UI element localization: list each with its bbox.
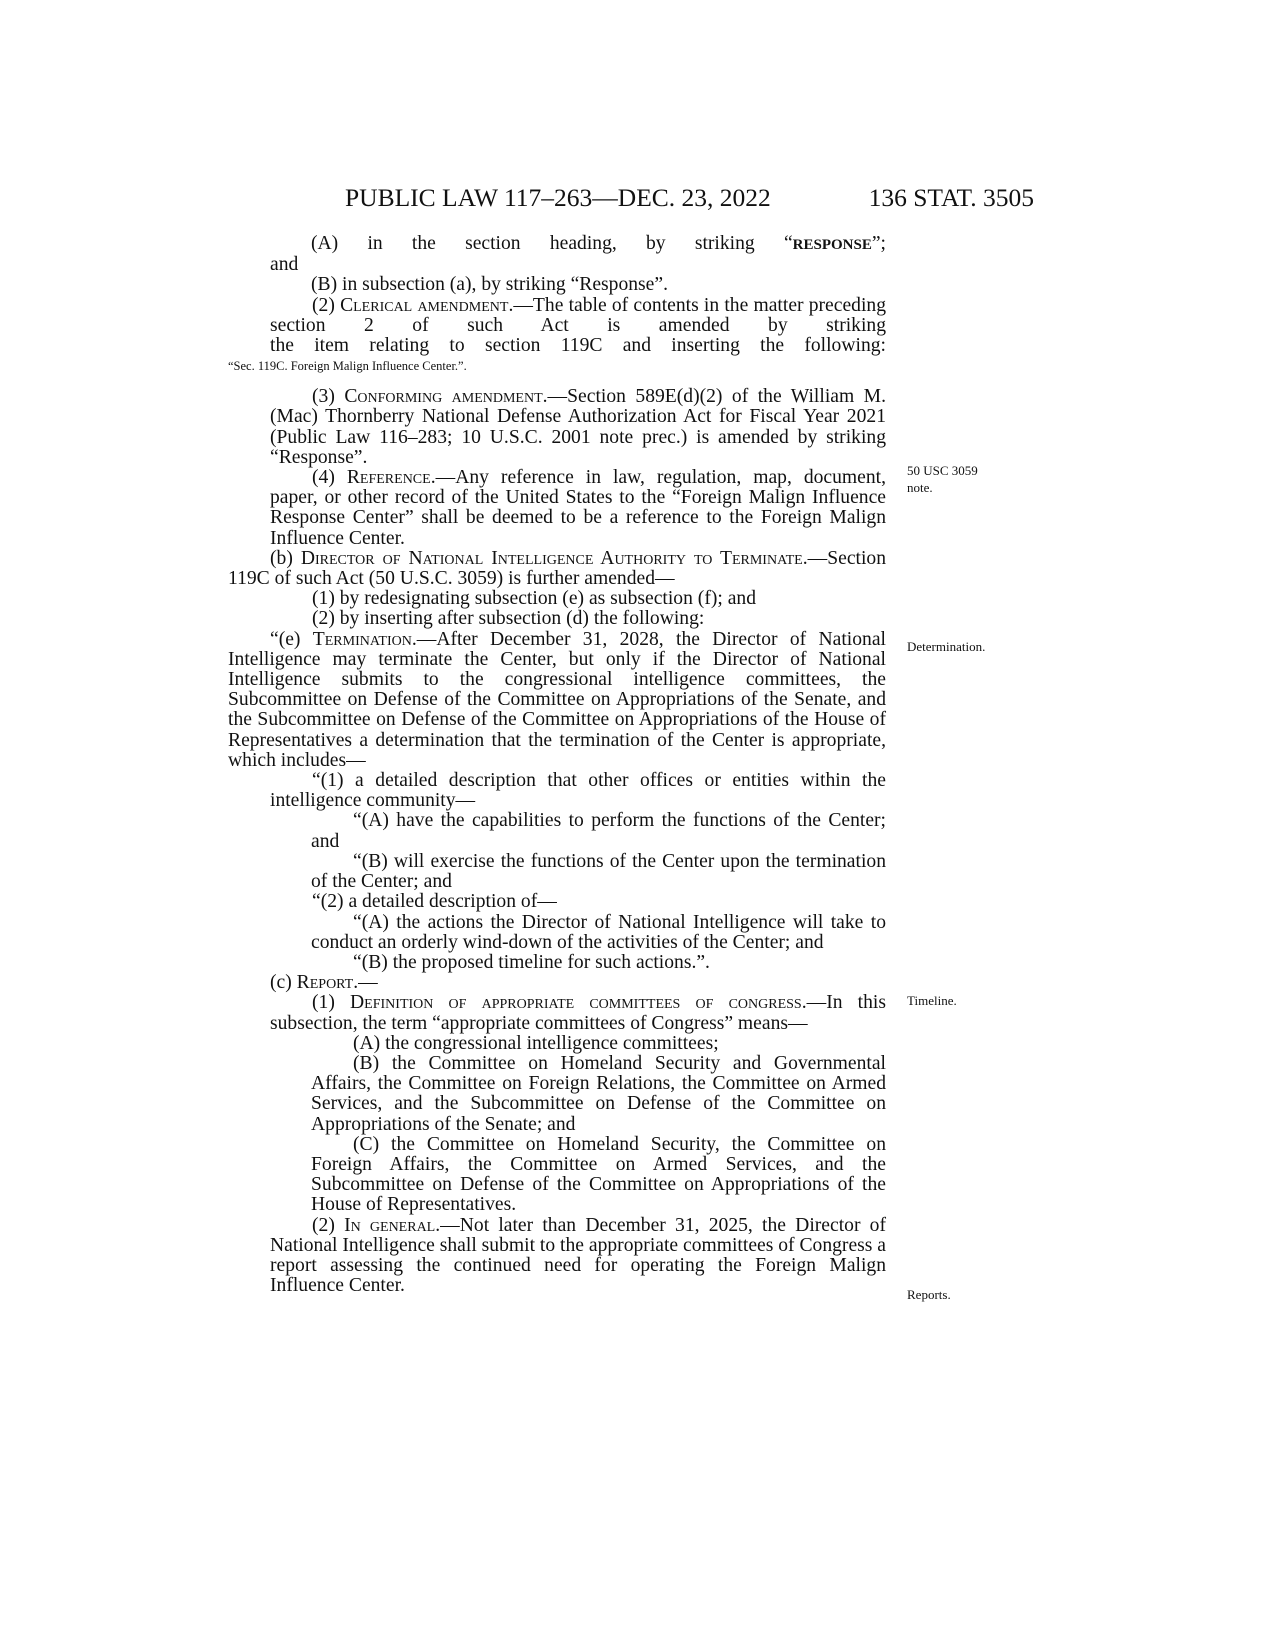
paragraph-redesignating: (1) by redesignating subsection (e) as subsection (f); and bbox=[312, 588, 756, 610]
margin-note-usc-line1: 50 USC 3059 bbox=[907, 463, 978, 478]
struck-word: RESPONSE bbox=[792, 237, 872, 253]
paragraph-clerical-amendment-end: the item relating to section 119C and inserting the following: bbox=[270, 335, 886, 357]
margin-note-timeline: Timeline. bbox=[907, 993, 957, 1008]
paragraph-clerical-amendment: (2) Clerical amendment.—The table of contents in the matter preceding section 2 of such Act is amended by striking bbox=[270, 294, 886, 336]
paragraph-termination: “(e) Termination.—After December 31, 2028, the Director of National Intelligence may terminate the Center, but only if the Director of National Intelligence submits to the congressional intelligence committees, the Subcommittee on Defense of the Committee on Appropriations of the Senate, and the Subcommittee on Defense of the Committee on Appropriations of the House of Representatives a determination that the termination of the Center is appropriate, which includes— bbox=[228, 628, 886, 771]
paragraph-committees-a: (A) the congressional intelligence committees; bbox=[353, 1032, 719, 1054]
table-of-contents-entry: “Sec. 119C. Foreign Malign Influence Center.”. bbox=[228, 359, 467, 374]
paragraph-b-subsection-a: (B) in subsection (a), by striking “Response”. bbox=[311, 274, 668, 296]
paragraph-proposed-timeline: “(B) the proposed timeline for such actions.”. bbox=[353, 951, 710, 973]
paragraph-a-section-heading: (A) in the section heading, by striking “RESPONSE”; bbox=[311, 233, 886, 254]
paragraph-in-general: (2) In general.—Not later than December 31, 2025, the Director of National Intelligence shall submit to the appropriate committees of Congress a report assessing the continued need for operating the Foreign Malign Influence Center. bbox=[270, 1214, 886, 1297]
header-title: PUBLIC LAW 117–263—DEC. 23, 2022 bbox=[345, 183, 771, 212]
margin-note-reports: Reports. bbox=[907, 1287, 951, 1302]
paragraph-detailed-description-1: “(1) a detailed description that other offices or entities within the intelligence community— bbox=[270, 770, 886, 812]
paragraph-inserting: (2) by inserting after subsection (d) the following: bbox=[312, 608, 705, 630]
statute-body bbox=[228, 234, 886, 1296]
margin-note-usc-line2: note. bbox=[907, 480, 933, 495]
paragraph-report: (c) Report.— bbox=[270, 972, 378, 994]
margin-note-usc bbox=[907, 462, 978, 496]
paragraph-exercise-functions: “(B) will exercise the functions of the Center upon the termination of the Center; and bbox=[311, 850, 886, 893]
paragraph-wind-down: “(A) the actions the Director of National Intelligence will take to conduct an orderly wind-down of the activities of the Center; and bbox=[311, 911, 886, 953]
paragraph-a-continuation: and bbox=[270, 254, 299, 276]
paragraph-dni-authority: (b) Director of National Intelligence Authority to Terminate.—Section 119C of such Act (50 U.S.C. 3059) is further amended— bbox=[228, 547, 886, 590]
paragraph-conforming-amendment: (3) Conforming amendment.—Section 589E(d)(2) of the William M. (Mac) Thornberry National Defense Authorization Act for Fiscal Year 2021 (Public Law 116–283; 10 U.S.C. 2001 note prec.) is amended by striking “Response”. bbox=[270, 386, 886, 468]
paragraph-capabilities: “(A) have the capabilities to perform the functions of the Center; and bbox=[311, 810, 886, 852]
paragraph-definition: (1) Definition of appropriate committees of congress.—In this subsection, the term “appropriate committees of Congress” means— bbox=[270, 992, 886, 1034]
paragraph-committees-c: (C) the Committee on Homeland Security, the Committee on Foreign Affairs, the Committee on Armed Services, and the Subcommittee on Defense of the Committee on Appropriations of the House of Representatives. bbox=[311, 1133, 886, 1216]
header-page-number: 136 STAT. 3505 bbox=[868, 183, 1034, 212]
paragraph-reference: (4) Reference.—Any reference in law, regulation, map, document, paper, or other record of the United States to the “Foreign Malign Influence Response Center” shall be deemed to be a reference to the Foreign Malign Influence Center. bbox=[270, 467, 886, 549]
margin-note-determination: Determination. bbox=[907, 639, 986, 654]
running-header bbox=[0, 183, 1275, 223]
paragraph-detailed-description-2: “(2) a detailed description of— bbox=[312, 891, 557, 913]
paragraph-committees-b: (B) the Committee on Homeland Security and Governmental Affairs, the Committee on Foreign Relations, the Committee on Armed Services, and the Subcommittee on Defense of the Committee on Appropriations of the Senate; and bbox=[311, 1052, 886, 1135]
